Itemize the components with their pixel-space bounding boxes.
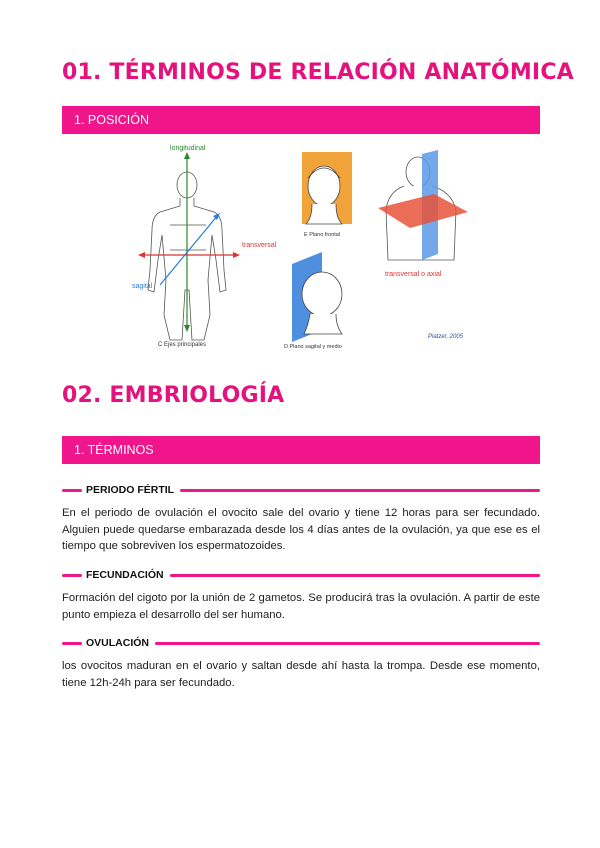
subheading-text: FECUNDACIÓN: [86, 569, 164, 581]
subheading-rule: [170, 574, 540, 577]
paragraph-fecundacion: Formación del cigoto por la unión de 2 gametos. Se producirá tras la ovulación. A partir de este punto empieza el desarrollo del ser humano.: [62, 592, 540, 621]
paragraph-periodo-fertil: En el periodo de ovulación el ovocito sale del ovario y tiene 12 horas para ser fecundado. Alguien puede quedarse embarazada desde los 4 días antes de la ovulación, ya que ese es el tiempo que sobreviven los espermatozoides.: [62, 507, 540, 552]
subheading-rule: [62, 574, 82, 577]
paragraph-ovulacion: los ovocitos maduran en el ovario y saltan desde ahí hasta la trompa. Desde ese momento, tiene 12h-24h para ser fecundado.: [62, 660, 540, 689]
section-bar-posicion: 1. POSICIÓN: [62, 106, 540, 134]
subheading-periodo-fertil: [62, 482, 540, 498]
subheading-fecundacion: [62, 567, 540, 583]
section-title-2: 02. EMBRIOLOGÍA: [62, 383, 285, 408]
subheading-ovulacion: [62, 635, 540, 651]
subheading-text: PERIODO FÉRTIL: [86, 484, 175, 496]
caption-sagital: D Plano sagital y medio: [284, 344, 342, 350]
label-transversal: transversal: [242, 242, 277, 249]
label-transversal-axial: transversal o axial: [385, 271, 442, 278]
caption-ejes: C Ejes principales: [158, 342, 207, 348]
subheading-rule: [62, 642, 82, 645]
subheading-rule: [180, 489, 540, 492]
label-sagital: sagital: [132, 283, 153, 290]
subheading-rule: [62, 489, 82, 492]
section-bar-terminos: 1. TÉRMINOS: [62, 436, 540, 464]
subheading-text: OVULACIÓN: [86, 637, 149, 649]
section-title-1: 01. TÉRMINOS DE RELACIÓN ANATÓMICA: [62, 60, 574, 85]
sagittal-plane-figure: [282, 250, 362, 350]
caption-frontal: E Plano frontal: [304, 232, 341, 238]
subheading-rule: [155, 642, 540, 645]
label-longitudinal: longitudinal: [170, 145, 206, 152]
figure-credit: Platzer, 2005: [428, 334, 464, 340]
frontal-plane-figure: [290, 148, 360, 238]
transversal-plane-figure: [374, 150, 474, 270]
